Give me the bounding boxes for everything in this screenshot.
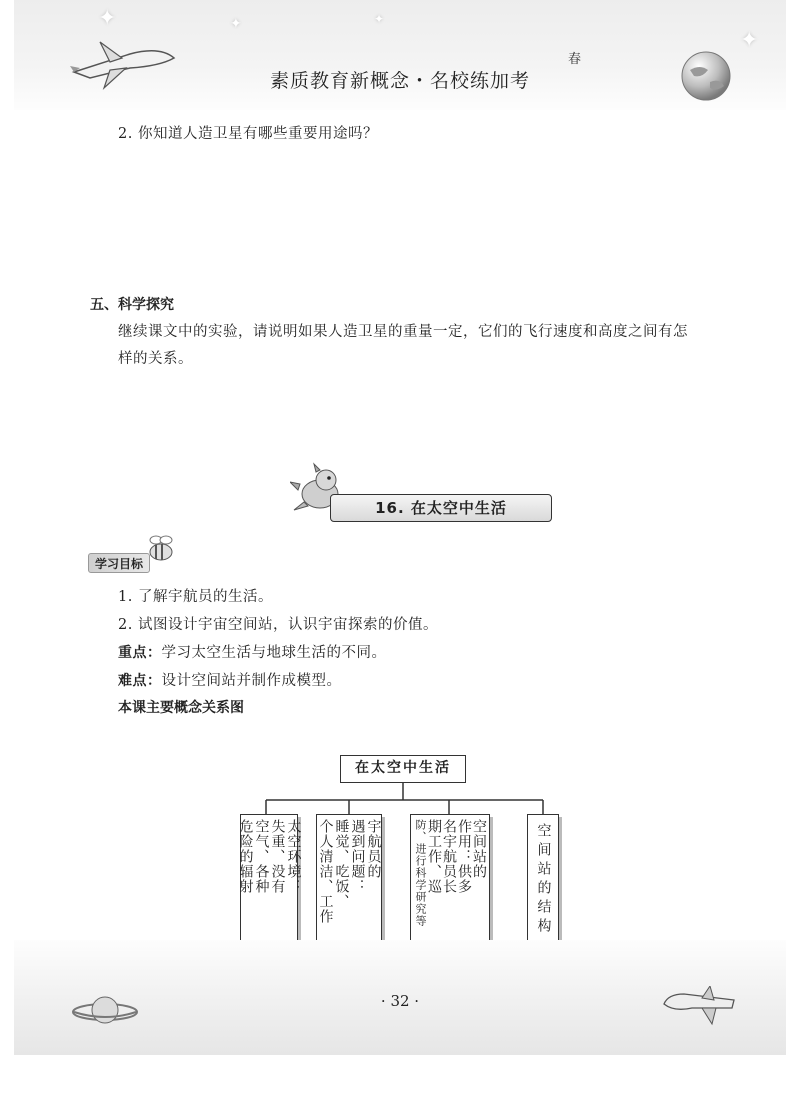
box2-columns xyxy=(317,815,381,924)
box3-columns xyxy=(411,815,489,927)
box3-col3: 名宇航员长 xyxy=(441,819,457,894)
box2-col3: 睡觉、吃饭、 xyxy=(333,819,350,909)
sparkle-icon: ✦ xyxy=(230,16,242,32)
space-shuttle-footer-icon xyxy=(662,986,738,1028)
box3-col2: 作用：供多 xyxy=(456,819,472,894)
goal-item-1: 1. 了解宇航员的生活。 xyxy=(118,589,273,605)
box4-columns xyxy=(528,815,558,937)
box3-col4: 期工作、巡 xyxy=(426,819,442,894)
key-point-text: 学习太空生活与地球生活的不同。 xyxy=(161,645,387,661)
concept-map-root: 在太空中生活 xyxy=(340,755,466,783)
box2-col2: 遇到问题： xyxy=(349,819,366,894)
box1-col3: 空气、各种 xyxy=(253,819,270,894)
difficulty-label: 难点： xyxy=(118,673,162,689)
section-heading-science-inquiry: 五、科学探究 xyxy=(90,297,174,313)
box3-col1: 空间站的 xyxy=(471,819,487,879)
difficulty-text: 设计空间站并制作成模型。 xyxy=(161,673,342,689)
section5-text-line2: 样的关系。 xyxy=(118,351,193,367)
sparkle-icon: ✦ xyxy=(98,6,117,31)
header-title: 素质教育新概念・名校练加考 xyxy=(269,70,530,92)
question-2: 2. 你知道人造卫星有哪些重要用途吗？ xyxy=(118,126,378,142)
goal-item-2: 2. 试图设计宇宙空间站，认识宇宙探索的价值。 xyxy=(118,617,438,633)
box1-col2: 失重、没有 xyxy=(269,819,286,894)
box2-col1: 宇航员的 xyxy=(365,819,382,879)
sparkle-icon: ✦ xyxy=(374,12,385,26)
season-label: 春 xyxy=(568,52,582,67)
box3-col5: 防、进行科学研究等 xyxy=(414,819,427,927)
box1-col4: 危险的辐射 xyxy=(237,819,254,894)
concept-map-title: 本课主要概念关系图 xyxy=(118,700,244,716)
sparkle-icon: ✦ xyxy=(740,28,759,53)
page-number: · 32 · xyxy=(380,992,420,1010)
saturn-icon xyxy=(70,990,140,1030)
lesson-title-banner: 16. 在太空中生活 xyxy=(330,494,552,522)
box1-columns xyxy=(237,815,302,894)
box4-col1: 空间站的结构 xyxy=(535,823,552,937)
key-point-label: 重点： xyxy=(118,645,162,661)
box2-col4: 个人清洁、工作 xyxy=(317,819,334,924)
section5-text-line1: 继续课文中的实验，请说明如果人造卫星的重量一定，它们的飞行速度和高度之间有怎 xyxy=(118,324,688,340)
learning-goals-tag: 学习目标 xyxy=(88,553,150,573)
box1-col1: 太空环境： xyxy=(285,819,302,894)
